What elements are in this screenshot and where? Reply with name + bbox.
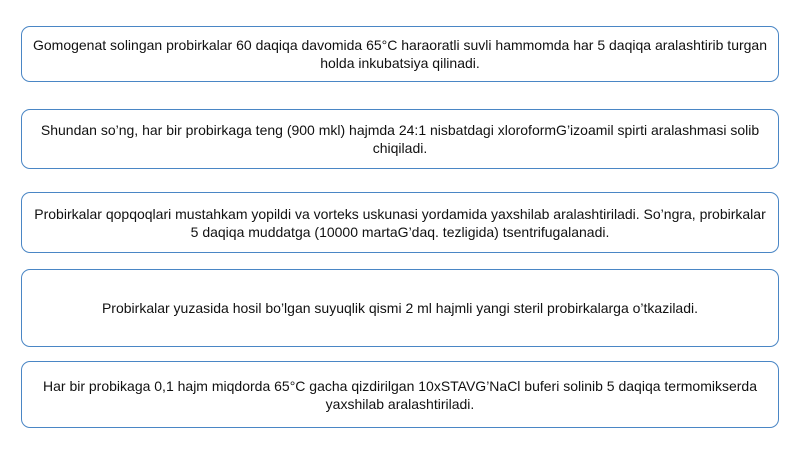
- step-text-3: Probirkalar qopqoqlari mustahkam yopildi va vorteks uskunasi yordamida yaxshilab aralashtiriladi. So’ngra, probirkalar 5 daqiqa muddatga (10000 martaG’daq. tezligida) tsentrifugalanadi.: [34, 205, 766, 240]
- step-box-5: [21, 361, 779, 428]
- step-text-5: Har bir probikaga 0,1 hajm miqdorda 65°C gacha qizdirilgan 10xSTAVG’NaCl buferi solinib 5 daqiqa termomikserda yaxshilab aralashtiriladi.: [43, 377, 757, 412]
- step-text-4: Probirkalar yuzasida hosil bo’lgan suyuqlik qismi 2 ml hajmli yangi steril probirkalarga o’tkaziladi.: [101, 300, 699, 316]
- step-text-1: Gomogenat solingan probirkalar 60 daqiqa davomida 65°C haraoratli suvli hammomda har 5 daqiqa aralashtirib turgan holda inkubatsiya qilinadi.: [32, 37, 768, 71]
- step-text-2: Shundan so’ng, har bir probirkaga teng (900 mkl) hajmda 24:1 nisbatdagi xloroformG’izoamil spirti aralashmasi solib chiqiladi.: [40, 122, 760, 156]
- step-box-3: [21, 192, 779, 253]
- step-box-2: [21, 109, 779, 169]
- step-box-4: [21, 269, 779, 347]
- step-box-1: [21, 26, 779, 82]
